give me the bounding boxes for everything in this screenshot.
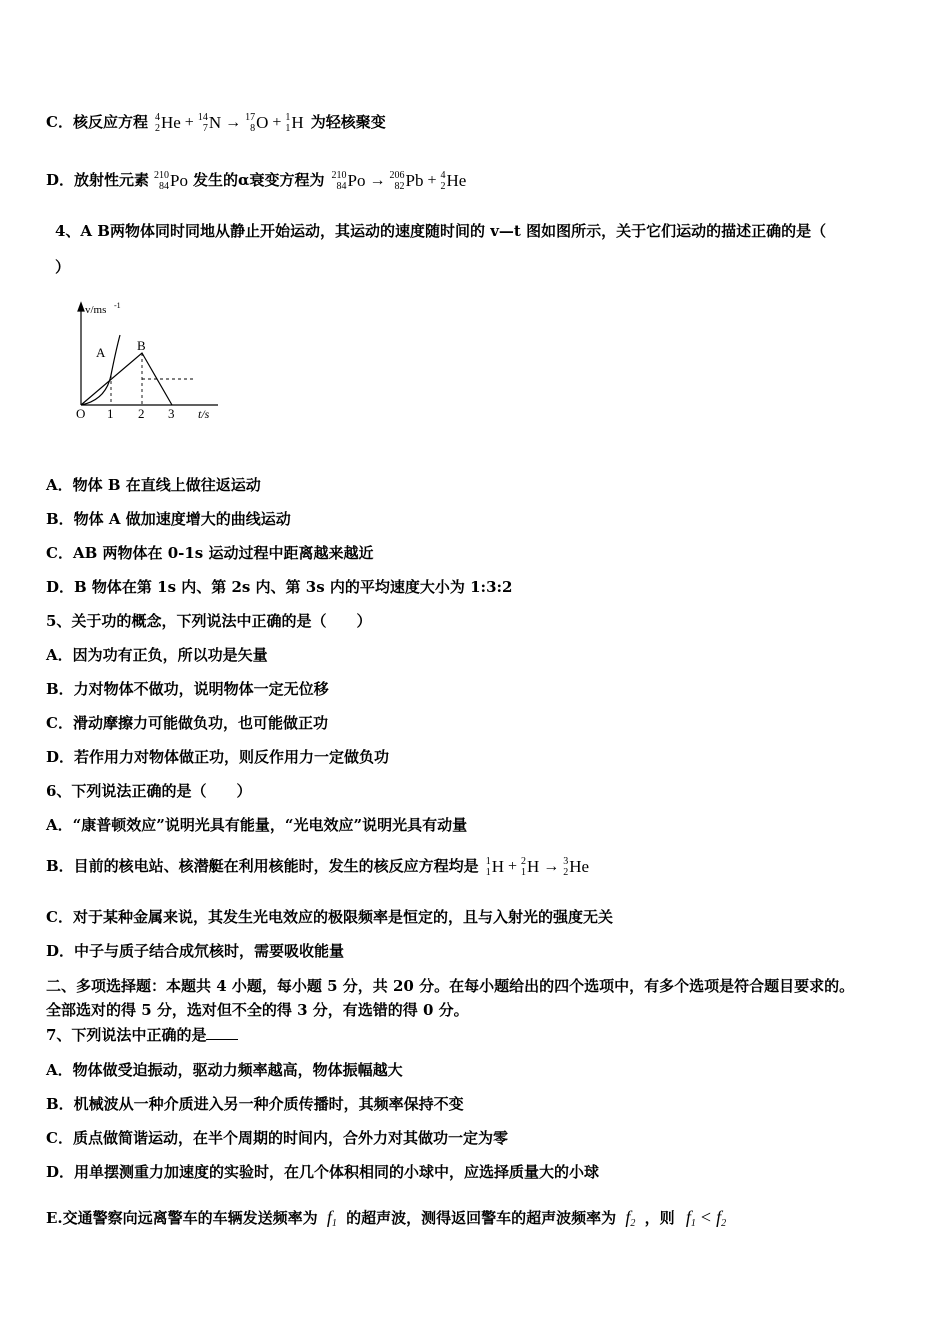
nuclide-he <box>563 856 589 878</box>
f1-letter: f <box>326 1207 332 1227</box>
mass-number: 17 <box>245 112 256 123</box>
q7-option-a: A．物体做受迫振动，驱动力频率越高，物体振幅越大 <box>46 1061 403 1079</box>
q3-option-c-prefix: C．核反应方程 <box>46 113 148 131</box>
nuclide-h <box>285 112 303 134</box>
nuclide-he <box>155 112 181 134</box>
q7-stem <box>46 1025 238 1045</box>
f1-subscript: 1 <box>331 1218 337 1229</box>
element-symbol: H <box>527 857 540 876</box>
atomic-number: 2 <box>154 123 160 134</box>
ineq-f1-letter: f <box>685 1207 691 1227</box>
atomic-number: 82 <box>394 181 405 192</box>
atomic-number: 7 <box>202 123 208 134</box>
q7-option-b: B．机械波从一种介质进入另一种介质传播时，其频率保持不变 <box>46 1095 464 1113</box>
q7-stem-text: 7、下列说法中正确的是 <box>46 1026 207 1044</box>
ineq-f1-subscript: 1 <box>690 1218 696 1229</box>
q7-option-d: D．用单摆测重力加速度的实验时，在几个体积相同的小球中，应选择质量大的小球 <box>46 1163 600 1181</box>
mass-number: 1 <box>285 112 291 123</box>
q6-option-d: D．中子与质子结合成氘核时，需要吸收能量 <box>46 942 345 960</box>
element-symbol: O <box>256 113 269 132</box>
vt-graph <box>66 295 236 425</box>
mass-number: 210 <box>154 170 170 181</box>
q4-option-d: D．B 物体在第 1s 内、第 2s 内、第 3s 内的平均速度大小为 1:3:2 <box>46 578 513 596</box>
answer-blank <box>206 1025 238 1040</box>
nuclide-h <box>486 856 504 878</box>
atomic-number: 1 <box>521 867 526 878</box>
dashed-guides <box>111 353 194 405</box>
q4-option-c: C．AB 两物体在 0-1s 运动过程中距离越来越近 <box>46 544 374 562</box>
q3-option-d-equation <box>331 170 468 192</box>
mass-number: 2 <box>521 856 526 867</box>
nuclide-he <box>441 170 467 192</box>
vt-ylabel: v/ms <box>85 304 107 316</box>
q7-option-e-part3: ，则 <box>644 1209 675 1227</box>
atomic-number: 1 <box>285 123 291 134</box>
vt-label-b: B <box>137 338 146 353</box>
element-symbol: He <box>160 113 181 132</box>
q7-option-e-part2: 的超声波，测得返回警车的超声波频率为 <box>346 1209 617 1227</box>
q4-option-b: B．物体 A 做加速度增大的曲线运动 <box>46 510 291 528</box>
ineq-f2-letter: f <box>716 1207 722 1227</box>
q3-option-c <box>46 112 386 134</box>
f2-symbol <box>625 1207 635 1227</box>
q4-stem-line2: ） <box>55 258 71 276</box>
atomic-number: 8 <box>250 123 256 134</box>
arrow-icon: → <box>543 858 560 875</box>
plus-sign: + <box>507 858 517 875</box>
nuclide-po <box>332 170 366 192</box>
f2-subscript: 2 <box>630 1218 636 1229</box>
atomic-number: 2 <box>440 181 446 192</box>
q5-option-c: C．滑动摩擦力可能做负功，也可能做正功 <box>46 714 328 732</box>
atomic-number: 84 <box>336 181 347 192</box>
vt-tick-3: 3 <box>168 406 175 421</box>
q6-option-c: C．对于某种金属来说，其发生光电效应的极限频率是恒定的，且与入射光的强度无关 <box>46 908 613 926</box>
nuclide-pb <box>390 170 424 192</box>
element-symbol: Po <box>347 171 366 190</box>
element-symbol: Pb <box>405 171 424 190</box>
arrow-icon: → <box>369 172 386 189</box>
vt-label-a: A <box>96 345 106 360</box>
q6-option-b-equation <box>485 856 590 878</box>
q7-option-c: C．质点做简谐运动，在半个周期的时间内，合外力对其做功一定为零 <box>46 1129 508 1147</box>
ineq-f2-subscript: 2 <box>721 1218 727 1229</box>
q6-option-a: A．“康普顿效应”说明光具有能量，“光电效应”说明光具有动量 <box>46 816 468 834</box>
q7-option-e-part1: E.交通警察向远离警车的车辆发送频率为 <box>46 1209 318 1227</box>
q3-option-c-suffix: 为轻核聚变 <box>310 113 386 131</box>
plus-sign: + <box>272 114 282 131</box>
section2-line1: 二、多项选择题：本题共 4 小题，每小题 5 分，共 20 分。在每小题给出的四个选项中，有多个选项是符合题目要求的。 <box>46 977 855 995</box>
f1-symbol <box>327 1207 337 1227</box>
q7-option-e <box>46 1207 726 1234</box>
f2-letter: f <box>625 1207 631 1227</box>
vt-tick-2: 2 <box>138 406 145 421</box>
mass-number: 210 <box>331 170 347 181</box>
element-symbol: He <box>446 171 467 190</box>
atomic-number: 2 <box>563 867 569 878</box>
mass-number: 1 <box>485 856 491 867</box>
plus-sign: + <box>184 114 194 131</box>
mass-number: 206 <box>389 170 405 181</box>
nuclide-po <box>154 170 188 192</box>
section2-line2: 全部选对的得 5 分，选对但不全的得 3 分，有选错的得 0 分。 <box>46 1001 469 1019</box>
element-symbol: Po <box>170 171 188 190</box>
arrow-icon: → <box>225 114 242 131</box>
nuclide-o <box>245 112 268 134</box>
vt-xlabel: t/s <box>198 407 210 421</box>
element-symbol: H <box>491 857 504 876</box>
q3-option-d-prefix: D．放射性元素 <box>46 171 150 189</box>
q3-option-d-element <box>153 170 189 192</box>
line-b <box>81 353 172 405</box>
q5-option-a: A．因为功有正负，所以功是矢量 <box>46 646 268 664</box>
mass-number: 4 <box>440 170 446 181</box>
atomic-number: 1 <box>485 867 491 878</box>
q5-option-d: D．若作用力对物体做正功，则反作用力一定做负功 <box>46 748 390 766</box>
q4-stem-line1: 4、A B两物体同时同地从静止开始运动，其运动的速度随时间的 v—t 图如图所示，关于它们运动的描述正确的是（ <box>55 222 827 240</box>
q6-stem: 6、下列说法正确的是（ ） <box>46 782 252 800</box>
mass-number: 14 <box>197 112 208 123</box>
element-symbol: N <box>208 113 222 132</box>
nuclide-n <box>198 112 221 134</box>
ineq-lt: < <box>700 1207 712 1227</box>
mass-number: 4 <box>154 112 160 123</box>
vt-tick-1: 1 <box>107 406 114 421</box>
inequality <box>686 1207 726 1227</box>
mass-number: 3 <box>563 856 569 867</box>
element-symbol: H <box>291 113 304 132</box>
q5-stem: 5、关于功的概念，下列说法中正确的是（ ） <box>46 612 372 630</box>
q5-option-b: B．力对物体不做功，说明物体一定无位移 <box>46 680 329 698</box>
plus-sign: + <box>427 172 437 189</box>
nuclide-h <box>521 856 539 878</box>
q4-option-a: A．物体 B 在直线上做往返运动 <box>46 476 261 494</box>
q3-option-c-equation <box>154 112 305 134</box>
q6-option-b-prefix: B．目前的核电站、核潜艇在利用核能时，发生的核反应方程均是 <box>46 857 479 875</box>
element-symbol: He <box>569 857 590 876</box>
q3-option-d-middle: 发生的α衰变方程为 <box>192 171 325 189</box>
vt-ylabel-sup: -1 <box>114 301 121 310</box>
vt-origin: O <box>76 406 86 421</box>
q6-option-b <box>46 856 596 878</box>
atomic-number: 84 <box>159 181 170 192</box>
q3-option-d <box>46 170 473 192</box>
